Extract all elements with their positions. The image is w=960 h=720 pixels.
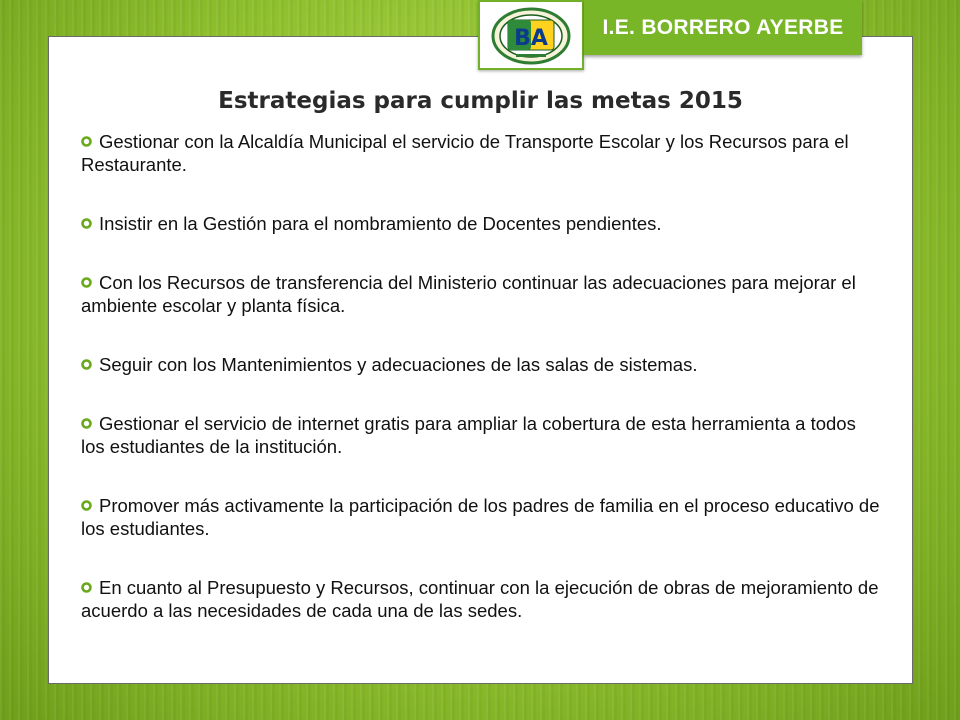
green-circle-bullet-icon [81,136,92,147]
list-item [81,494,881,540]
list-item [81,353,881,376]
bullet-text: Insistir en la Gestión para el nombramiento de Docentes pendientes. [99,213,662,234]
school-logo [478,0,584,70]
strategy-list [81,130,881,658]
list-item [81,271,881,317]
list-item [81,576,881,622]
logo-letters: BA [514,26,548,51]
school-name-badge: I.E. BORRERO AYERBE [584,0,862,55]
school-crest-icon [488,6,574,66]
list-item [81,412,881,458]
green-circle-bullet-icon [81,500,92,511]
slide-title: Estrategias para cumplir las metas 2015 [218,88,743,114]
green-circle-bullet-icon [81,418,92,429]
bullet-text: Gestionar el servicio de internet gratis para ampliar la cobertura de esta herramienta a todos los estudiantes de la institución. [81,413,856,457]
green-circle-bullet-icon [81,359,92,370]
green-circle-bullet-icon [81,582,92,593]
list-item [81,212,881,235]
green-circle-bullet-icon [81,218,92,229]
bullet-text: Promover más activamente la participación de los padres de familia en el proceso educativo de los estudiantes. [81,495,880,539]
bullet-text: En cuanto al Presupuesto y Recursos, continuar con la ejecución de obras de mejoramiento de acuerdo a las necesidades de cada una de las sedes. [81,577,879,621]
bullet-text: Seguir con los Mantenimientos y adecuaciones de las salas de sistemas. [99,354,698,375]
bullet-text: Con los Recursos de transferencia del Ministerio continuar las adecuaciones para mejorar el ambiente escolar y planta física. [81,272,856,316]
green-circle-bullet-icon [81,277,92,288]
bullet-text: Gestionar con la Alcaldía Municipal el servicio de Transporte Escolar y los Recursos para el Restaurante. [81,131,849,175]
list-item [81,130,881,176]
